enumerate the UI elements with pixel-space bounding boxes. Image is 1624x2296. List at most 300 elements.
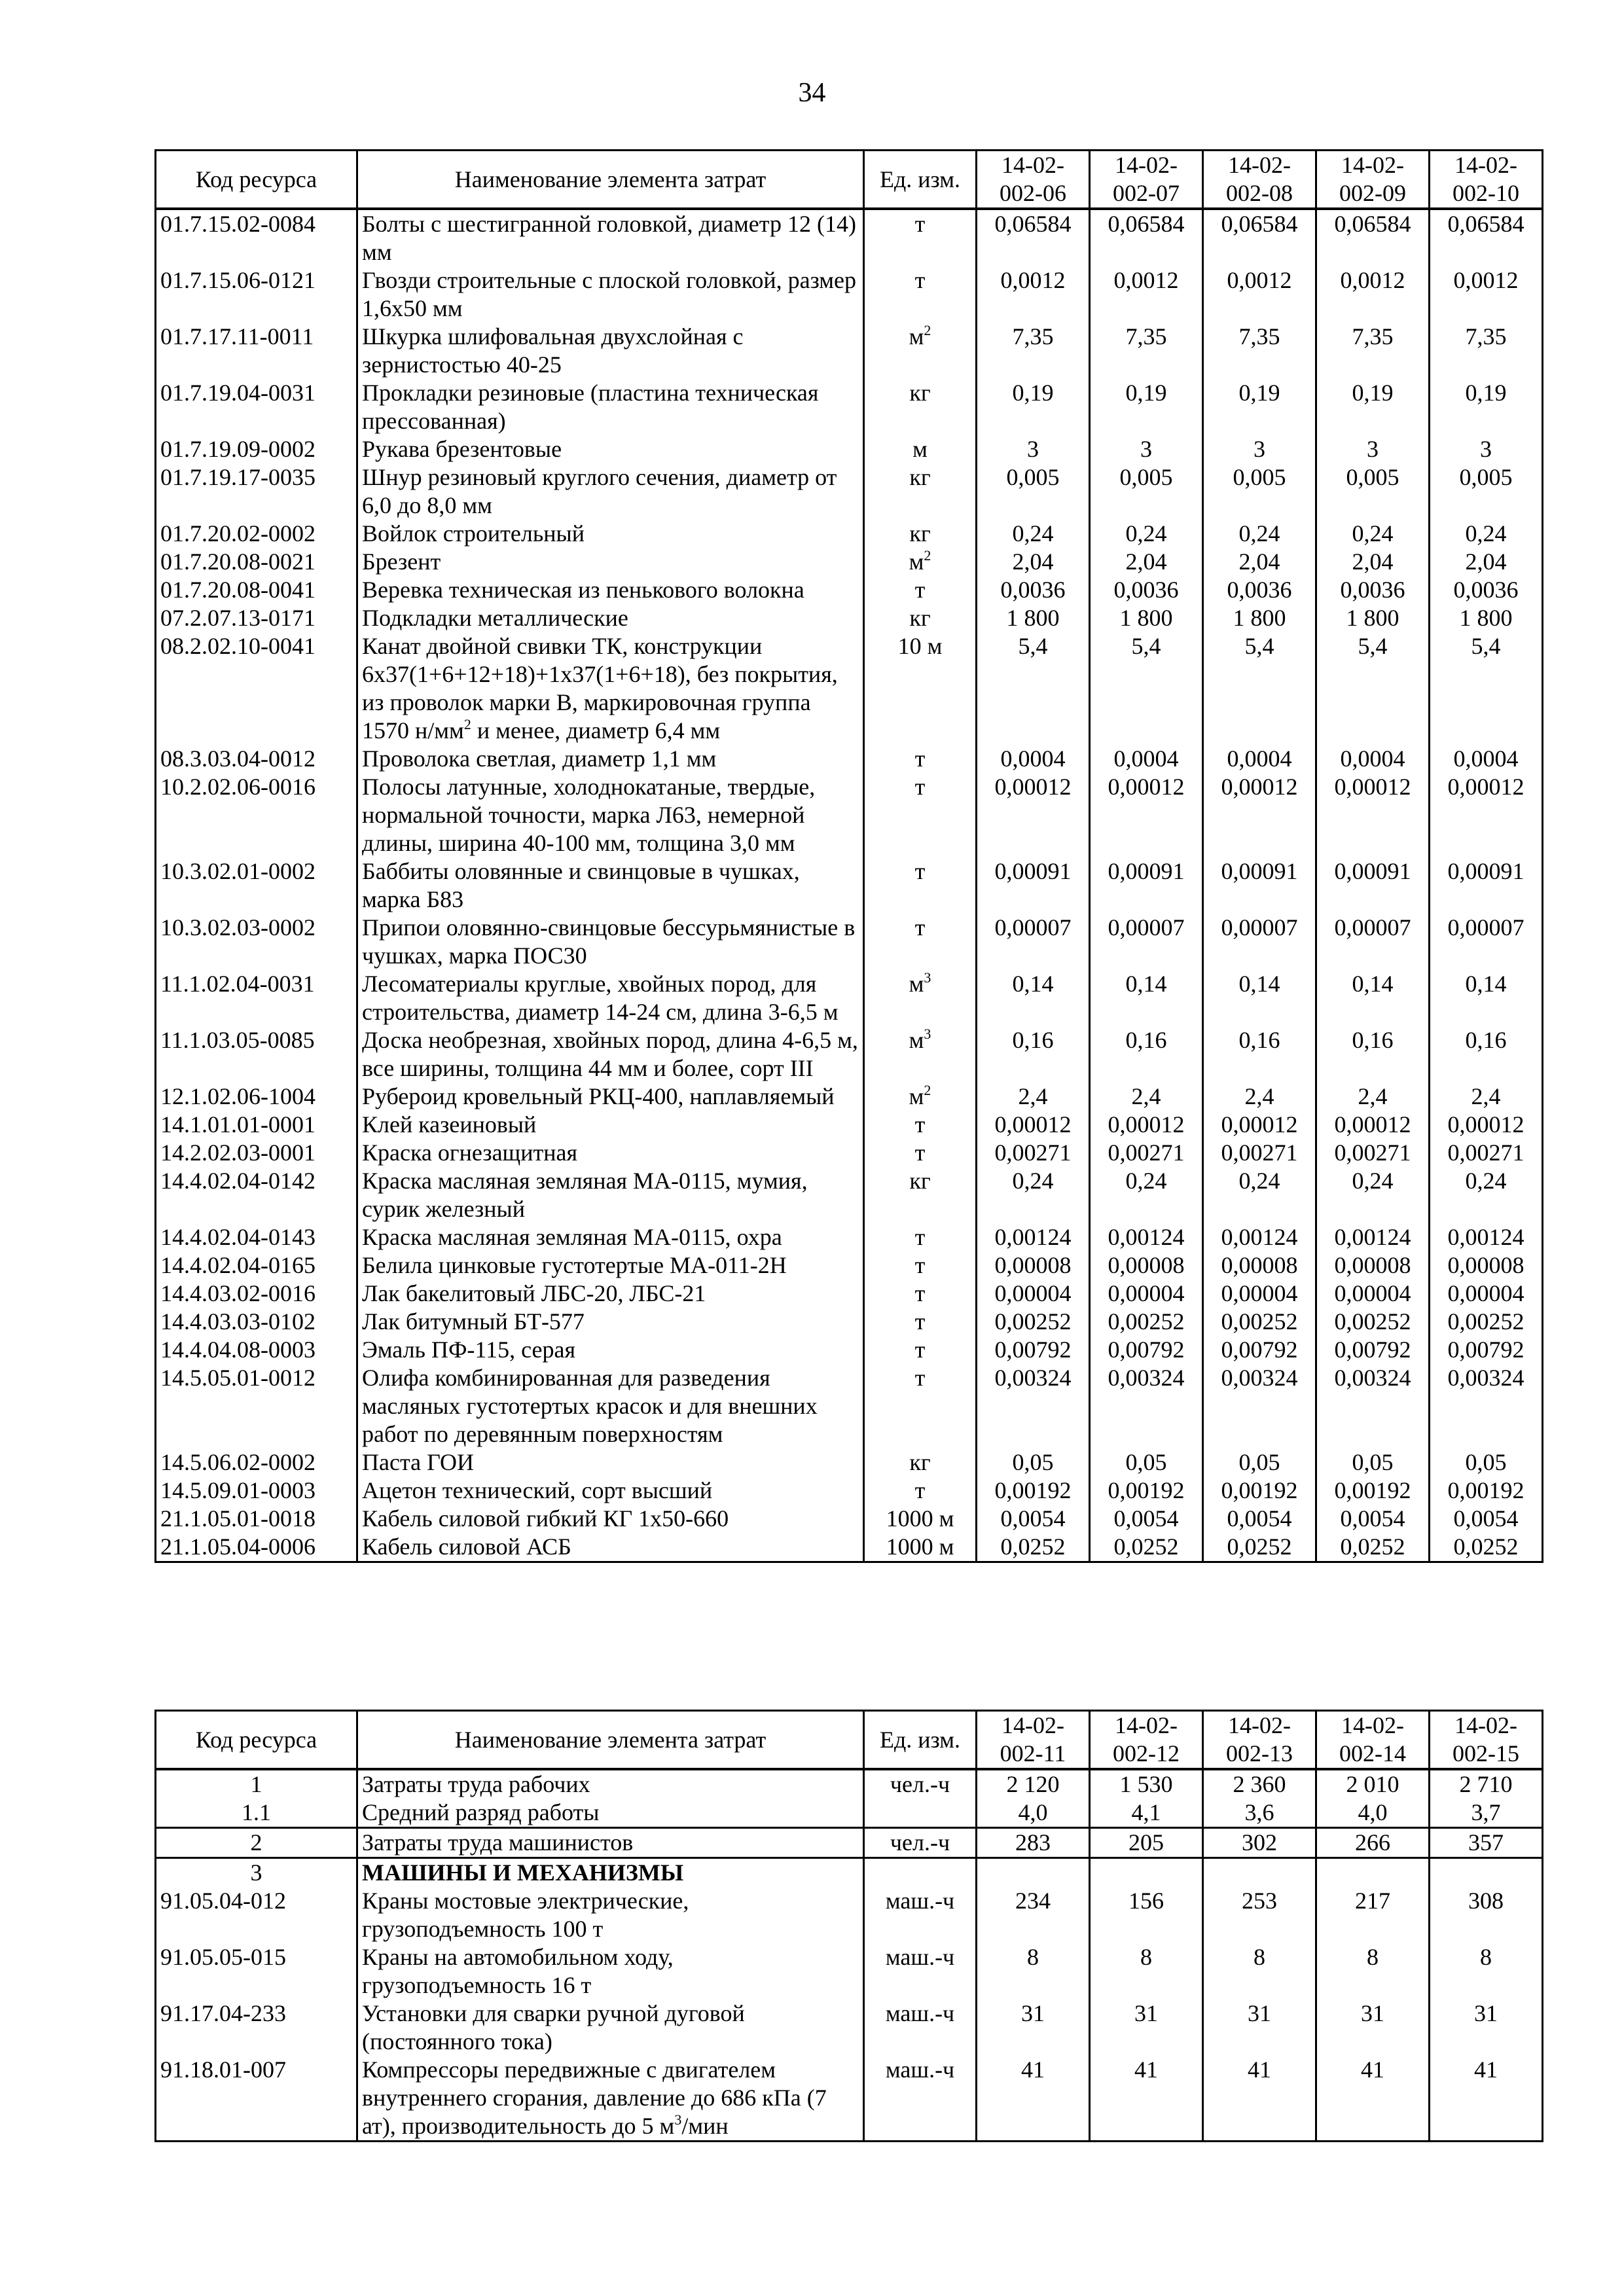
resource-value: 3 [977, 435, 1090, 463]
resource-value: 156 [1090, 1887, 1203, 1943]
resource-value: 0,00091 [1430, 857, 1543, 914]
resource-value: 234 [977, 1887, 1090, 1943]
resource-code: 14.4.03.03-0102 [156, 1308, 357, 1336]
resource-name: Баббиты оловянные и свинцовые в чушках, марка Б83 [357, 857, 864, 914]
resource-value: 41 [1316, 2056, 1430, 2142]
resource-code: 21.1.05.04-0006 [156, 1533, 357, 1562]
resource-value: 1 530 [1090, 1769, 1203, 1799]
resource-unit: чел.-ч [864, 1769, 977, 1799]
resource-value: 8 [977, 1943, 1090, 2000]
table-row [156, 520, 1543, 548]
resource-unit: маш.-ч [864, 2056, 977, 2142]
resource-value: 0,00192 [1316, 1477, 1430, 1505]
resource-value: 0,05 [1090, 1448, 1203, 1477]
resource-value: 4,0 [1316, 1799, 1430, 1828]
resource-value [1316, 1858, 1430, 1888]
resource-value: 0,0054 [1316, 1505, 1430, 1533]
resource-value: 3 [1430, 435, 1543, 463]
resource-value: 1 800 [1203, 604, 1316, 632]
header-code: Код ресурса [156, 151, 357, 209]
resource-code: 08.2.02.10-0041 [156, 632, 357, 745]
resource-unit: т [864, 773, 977, 857]
resource-value: 0,0054 [1090, 1505, 1203, 1533]
resource-name: МАШИНЫ И МЕХАНИЗМЫ [357, 1858, 864, 1888]
resource-unit: т [864, 1308, 977, 1336]
resource-value: 0,00192 [977, 1477, 1090, 1505]
resource-value: 0,0004 [1090, 745, 1203, 773]
resource-unit: т [864, 576, 977, 604]
resource-value: 0,00271 [1316, 1139, 1430, 1167]
resource-unit: т [864, 857, 977, 914]
resource-unit: м [864, 435, 977, 463]
resource-name: Клей казеиновый [357, 1111, 864, 1139]
resource-name: Эмаль ПФ-115, серая [357, 1336, 864, 1364]
resource-value: 0,0252 [1316, 1533, 1430, 1562]
resource-value: 0,00012 [1430, 1111, 1543, 1139]
resource-value: 7,35 [977, 323, 1090, 379]
table-row [156, 1887, 1543, 1943]
resource-unit: т [864, 1223, 977, 1251]
resource-value: 0,16 [1090, 1026, 1203, 1083]
resource-value: 253 [1203, 1887, 1316, 1943]
resource-value: 0,00252 [1090, 1308, 1203, 1336]
resource-code: 91.05.04-012 [156, 1887, 357, 1943]
resource-value [1430, 1858, 1543, 1888]
resource-value: 0,19 [1316, 379, 1430, 435]
resource-value: 8 [1430, 1943, 1543, 2000]
resource-value [1203, 1858, 1316, 1888]
resource-name: Ацетон технический, сорт высший [357, 1477, 864, 1505]
resource-value: 41 [1430, 2056, 1543, 2142]
resource-unit: т [864, 1251, 977, 1280]
resource-unit: кг [864, 1448, 977, 1477]
resource-value: 0,00007 [1430, 914, 1543, 970]
resource-value: 0,00124 [1090, 1223, 1203, 1251]
resource-name: Краны на автомобильном ходу, грузоподъемность 16 т [357, 1943, 864, 2000]
resource-value: 0,00324 [977, 1364, 1090, 1448]
resource-value: 0,0004 [1430, 745, 1543, 773]
resource-name: Брезент [357, 548, 864, 576]
resource-value: 0,00124 [1430, 1223, 1543, 1251]
table-row [156, 209, 1543, 266]
resource-value: 0,00012 [1430, 773, 1543, 857]
resource-value: 0,00252 [1430, 1308, 1543, 1336]
resource-value: 0,00324 [1203, 1364, 1316, 1448]
resource-value: 0,00004 [1430, 1280, 1543, 1308]
table-row [156, 632, 1543, 745]
resource-value: 0,00271 [1430, 1139, 1543, 1167]
resource-unit: т [864, 1336, 977, 1364]
resource-value: 31 [1090, 2000, 1203, 2056]
resource-value: 0,00124 [1203, 1223, 1316, 1251]
resource-value: 0,00008 [1430, 1251, 1543, 1280]
table-row [156, 323, 1543, 379]
resource-code: 10.3.02.03-0002 [156, 914, 357, 970]
resource-name: Болты с шестигранной головкой, диаметр 12 (14) мм [357, 209, 864, 266]
resource-value: 2,04 [1430, 548, 1543, 576]
table-row [156, 1223, 1543, 1251]
resource-name: Полосы латунные, холоднокатаные, твердые, нормальной точности, марка Л63, немерной длины, ширина 40-100 мм, толщина 3,0 мм [357, 773, 864, 857]
table-row [156, 970, 1543, 1026]
resource-value: 0,0004 [1203, 745, 1316, 773]
resource-name: Подкладки металлические [357, 604, 864, 632]
resource-value: 2,4 [1430, 1083, 1543, 1111]
resource-value: 0,00012 [977, 773, 1090, 857]
table-row [156, 1448, 1543, 1477]
resource-value: 3,6 [1203, 1799, 1316, 1828]
resource-code: 14.5.05.01-0012 [156, 1364, 357, 1448]
resource-value: 0,0036 [977, 576, 1090, 604]
resource-value: 0,005 [1203, 463, 1316, 520]
resource-value: 283 [977, 1828, 1090, 1858]
resource-value: 2,4 [1203, 1083, 1316, 1111]
resource-value: 2,04 [1090, 548, 1203, 576]
resource-value: 0,14 [1430, 970, 1543, 1026]
table-row [156, 1364, 1543, 1448]
resource-value: 0,0012 [1430, 266, 1543, 323]
resource-value: 0,00792 [977, 1336, 1090, 1364]
resource-value: 0,14 [1316, 970, 1430, 1026]
resource-value: 0,00252 [1203, 1308, 1316, 1336]
table-row [156, 1943, 1543, 2000]
resource-name: Рубероид кровельный РКЦ-400, наплавляемый [357, 1083, 864, 1111]
resource-value: 8 [1316, 1943, 1430, 2000]
resource-value: 0,24 [977, 1167, 1090, 1223]
resource-value: 0,00004 [1203, 1280, 1316, 1308]
resource-value: 0,19 [977, 379, 1090, 435]
resource-value: 302 [1203, 1828, 1316, 1858]
resource-value: 0,06584 [1430, 209, 1543, 266]
resource-name: Средний разряд работы [357, 1799, 864, 1828]
resource-value: 0,00792 [1316, 1336, 1430, 1364]
header-unit: Ед. изм. [864, 151, 977, 209]
resource-unit: $м^2$ [864, 1083, 977, 1111]
resource-value: 0,00012 [1203, 773, 1316, 857]
resource-value: 31 [1430, 2000, 1543, 2056]
resource-unit: т [864, 745, 977, 773]
table-row [156, 604, 1543, 632]
resource-value: 8 [1203, 1943, 1316, 2000]
resource-value: 0,05 [1203, 1448, 1316, 1477]
resource-value: 0,00271 [1090, 1139, 1203, 1167]
resource-unit: $м^2$ [864, 548, 977, 576]
resource-code: 91.05.05-015 [156, 1943, 357, 2000]
resource-value: 0,00192 [1203, 1477, 1316, 1505]
resource-unit: $м^3$ [864, 1026, 977, 1083]
header-name: Наименование элемента затрат [357, 151, 864, 209]
resource-unit: $м^3$ [864, 970, 977, 1026]
resource-value: 0,0036 [1316, 576, 1430, 604]
resource-name: Краска огнезащитная [357, 1139, 864, 1167]
resource-value: 0,19 [1430, 379, 1543, 435]
resource-table-materials [154, 149, 1543, 1563]
resource-value: 0,00007 [1316, 914, 1430, 970]
resource-value: 7,35 [1316, 323, 1430, 379]
resource-code: 08.3.03.04-0012 [156, 745, 357, 773]
table-row [156, 1083, 1543, 1111]
resource-code: 1.1 [156, 1799, 357, 1828]
resource-value: 0,00792 [1430, 1336, 1543, 1364]
table-row [156, 1799, 1543, 1828]
resource-unit: т [864, 1139, 977, 1167]
resource-code: 3 [156, 1858, 357, 1888]
table-row [156, 1533, 1543, 1562]
resource-value: 0,16 [977, 1026, 1090, 1083]
resource-value: 2 360 [1203, 1769, 1316, 1799]
resource-name: Канат двойной свивки ТК, конструкции 6х37(1+6+12+18)+1х37(1+6+18), без покрытия, из проволок марки В, маркировочная группа 1570 $н/мм^2$ и менее, диаметр 6,4 мм [357, 632, 864, 745]
resource-unit: т [864, 209, 977, 266]
resource-value: 217 [1316, 1887, 1430, 1943]
resource-unit: т [864, 1111, 977, 1139]
resource-code: 01.7.15.02-0084 [156, 209, 357, 266]
resource-code: 1 [156, 1769, 357, 1799]
resource-code: 14.4.03.02-0016 [156, 1280, 357, 1308]
resource-code: 14.4.02.04-0165 [156, 1251, 357, 1280]
resource-value: 0,16 [1316, 1026, 1430, 1083]
resource-value: 0,00008 [1316, 1251, 1430, 1280]
resource-code: 2 [156, 1828, 357, 1858]
page-number: 34 [798, 78, 826, 108]
resource-name: Доска необрезная, хвойных пород, длина 4-6,5 м, все ширины, толщина 44 мм и более, сорт III [357, 1026, 864, 1083]
resource-value: 0,005 [1316, 463, 1430, 520]
resource-value: 0,00012 [1090, 773, 1203, 857]
resource-value: 2,4 [1316, 1083, 1430, 1111]
resource-value: 31 [977, 2000, 1090, 2056]
table-row [156, 463, 1543, 520]
resource-value: 0,005 [1090, 463, 1203, 520]
resource-code: 14.4.02.04-0142 [156, 1167, 357, 1223]
resource-value: 0,005 [1430, 463, 1543, 520]
table-header-row [156, 151, 1543, 209]
resource-value: 0,0252 [1090, 1533, 1203, 1562]
resource-value: 0,00192 [1430, 1477, 1543, 1505]
resource-value: 0,24 [977, 520, 1090, 548]
header-col: 14-02-002-12 [1090, 1711, 1203, 1770]
table-row [156, 2056, 1543, 2142]
resource-value: 2,04 [1316, 548, 1430, 576]
resource-name: Проволока светлая, диаметр 1,1 мм [357, 745, 864, 773]
resource-value: 0,0054 [977, 1505, 1090, 1533]
resource-value: 0,0012 [1316, 266, 1430, 323]
resource-unit: 1000 м [864, 1505, 977, 1533]
resource-value: 0,16 [1430, 1026, 1543, 1083]
resource-value: 0,00012 [1316, 1111, 1430, 1139]
header-col: 14-02-002-08 [1203, 151, 1316, 209]
resource-unit: маш.-ч [864, 1887, 977, 1943]
resource-value: 1 800 [1316, 604, 1430, 632]
resource-name: Лак бакелитовый ЛБС-20, ЛБС-21 [357, 1280, 864, 1308]
resource-code: 01.7.15.06-0121 [156, 266, 357, 323]
resource-name: Лак битумный БТ-577 [357, 1308, 864, 1336]
resource-value: 0,06584 [977, 209, 1090, 266]
resource-value: 0,24 [1430, 520, 1543, 548]
table-row [156, 773, 1543, 857]
resource-value: 0,00012 [1090, 1111, 1203, 1139]
resource-value: 1 800 [1090, 604, 1203, 632]
resource-value: 308 [1430, 1887, 1543, 1943]
resource-value: 5,4 [1090, 632, 1203, 745]
resource-unit: т [864, 1477, 977, 1505]
resource-value: 0,005 [977, 463, 1090, 520]
resource-code: 10.3.02.01-0002 [156, 857, 357, 914]
resource-name: Войлок строительный [357, 520, 864, 548]
resource-value: 0,0012 [1090, 266, 1203, 323]
header-col: 14-02-002-14 [1316, 1711, 1430, 1770]
resource-value: 0,0252 [1430, 1533, 1543, 1562]
resource-value: 0,00007 [1090, 914, 1203, 970]
resource-value: 0,00008 [977, 1251, 1090, 1280]
resource-name: Гвозди строительные с плоской головкой, размер 1,6х50 мм [357, 266, 864, 323]
table-row [156, 548, 1543, 576]
header-col: 14-02-002-07 [1090, 151, 1203, 209]
table-row [156, 1167, 1543, 1223]
table-row [156, 1477, 1543, 1505]
resource-value: 0,14 [977, 970, 1090, 1026]
resource-value [1090, 1858, 1203, 1888]
resource-value: 0,00324 [1090, 1364, 1203, 1448]
resource-unit: т [864, 266, 977, 323]
resource-unit: маш.-ч [864, 1943, 977, 2000]
resource-value: 5,4 [1203, 632, 1316, 745]
resource-value: 0,0004 [1316, 745, 1430, 773]
resource-value: 0,06584 [1203, 209, 1316, 266]
resource-name: Компрессоры передвижные с двигателем внутреннего сгорания, давление до 686 кПа (7 ат), производительность до 5 $м^3$/мин [357, 2056, 864, 2142]
resource-value: 0,00012 [977, 1111, 1090, 1139]
resource-value: 0,0252 [1203, 1533, 1316, 1562]
resource-value: 0,00007 [977, 914, 1090, 970]
resource-value: 41 [1203, 2056, 1316, 2142]
table-row [156, 435, 1543, 463]
resource-code: 14.2.02.03-0001 [156, 1139, 357, 1167]
resource-value: 0,06584 [1090, 209, 1203, 266]
resource-code: 14.5.09.01-0003 [156, 1477, 357, 1505]
resource-value: 31 [1203, 2000, 1316, 2056]
table-row [156, 857, 1543, 914]
resource-value: 0,0252 [977, 1533, 1090, 1562]
resource-value: 2,4 [977, 1083, 1090, 1111]
resource-value: 0,00007 [1203, 914, 1316, 970]
resource-value: 41 [977, 2056, 1090, 2142]
resource-value: 0,19 [1203, 379, 1316, 435]
resource-value: 3 [1203, 435, 1316, 463]
resource-code: 91.18.01-007 [156, 2056, 357, 2142]
resource-value: 0,00091 [1203, 857, 1316, 914]
resource-value: 266 [1316, 1828, 1430, 1858]
resource-code: 14.1.01.01-0001 [156, 1111, 357, 1139]
resource-name: Затраты труда рабочих [357, 1769, 864, 1799]
table-row [156, 1026, 1543, 1083]
resource-code: 11.1.02.04-0031 [156, 970, 357, 1026]
resource-value: 0,0054 [1430, 1505, 1543, 1533]
resource-name: Краны мостовые электрические, грузоподъемность 100 т [357, 1887, 864, 1943]
resource-code: 10.2.02.06-0016 [156, 773, 357, 857]
resource-value: 0,00271 [1203, 1139, 1316, 1167]
resource-value: 0,00004 [1316, 1280, 1430, 1308]
resource-value: 0,00324 [1430, 1364, 1543, 1448]
resource-value: 0,00004 [1090, 1280, 1203, 1308]
resource-value: 5,4 [977, 632, 1090, 745]
header-col: 14-02-002-06 [977, 151, 1090, 209]
table-row [156, 1139, 1543, 1167]
resource-unit [864, 1799, 977, 1828]
table-row [156, 1280, 1543, 1308]
resource-value: 0,00271 [977, 1139, 1090, 1167]
resource-value: 5,4 [1430, 632, 1543, 745]
resource-name: Шкурка шлифовальная двухслойная с зернистостью 40-25 [357, 323, 864, 379]
header-col: 14-02-002-11 [977, 1711, 1090, 1770]
resource-code: 01.7.20.08-0041 [156, 576, 357, 604]
resource-value: 0,00091 [1316, 857, 1430, 914]
resource-value: 0,24 [1316, 1167, 1430, 1223]
table-row [156, 1111, 1543, 1139]
resource-value: 0,24 [1090, 1167, 1203, 1223]
table-row [156, 2000, 1543, 2056]
resource-value: 2,04 [977, 548, 1090, 576]
resource-value: 2 710 [1430, 1769, 1543, 1799]
resource-unit: кг [864, 604, 977, 632]
resource-value: 0,19 [1090, 379, 1203, 435]
table-row [156, 576, 1543, 604]
resource-name: Краска масляная земляная МА-0115, мумия, сурик железный [357, 1167, 864, 1223]
resource-value: 357 [1430, 1828, 1543, 1858]
resource-value: 0,05 [1430, 1448, 1543, 1477]
table-row [156, 1308, 1543, 1336]
table-row [156, 266, 1543, 323]
resource-unit: т [864, 914, 977, 970]
resource-code: 14.4.02.04-0143 [156, 1223, 357, 1251]
header-col: 14-02-002-09 [1316, 151, 1430, 209]
resource-name: Затраты труда машинистов [357, 1828, 864, 1858]
resource-value: 0,0036 [1430, 576, 1543, 604]
resource-value: 0,00004 [977, 1280, 1090, 1308]
resource-name: Олифа комбинированная для разведения масляных густотертых красок и для внешних работ по деревянным поверхностям [357, 1364, 864, 1448]
resource-code: 12.1.02.06-1004 [156, 1083, 357, 1111]
header-unit: Ед. изм. [864, 1711, 977, 1770]
resource-value: 0,00012 [1203, 1111, 1316, 1139]
header-code: Код ресурса [156, 1711, 357, 1770]
resource-name: Паста ГОИ [357, 1448, 864, 1477]
resource-value: 0,00012 [1316, 773, 1430, 857]
resource-name: Кабель силовой гибкий КГ 1х50-660 [357, 1505, 864, 1533]
resource-value: 2,4 [1090, 1083, 1203, 1111]
resource-value: 4,1 [1090, 1799, 1203, 1828]
resource-unit: кг [864, 1167, 977, 1223]
resource-unit: кг [864, 520, 977, 548]
table-header-row [156, 1711, 1543, 1770]
table-row [156, 1505, 1543, 1533]
resource-value: 0,0036 [1203, 576, 1316, 604]
resource-value: 0,00252 [1316, 1308, 1430, 1336]
resource-value: 4,0 [977, 1799, 1090, 1828]
resource-name: Прокладки резиновые (пластина техническая прессованная) [357, 379, 864, 435]
resource-code: 14.5.06.02-0002 [156, 1448, 357, 1477]
resource-name: Веревка техническая из пенькового волокна [357, 576, 864, 604]
resource-code: 01.7.19.04-0031 [156, 379, 357, 435]
resource-code: 01.7.19.09-0002 [156, 435, 357, 463]
resource-value: 0,00252 [977, 1308, 1090, 1336]
resource-value: 1 800 [977, 604, 1090, 632]
resource-value: 0,00792 [1203, 1336, 1316, 1364]
table-row [156, 1336, 1543, 1364]
resource-code: 01.7.20.08-0021 [156, 548, 357, 576]
resource-value [977, 1858, 1090, 1888]
resource-value: 0,06584 [1316, 209, 1430, 266]
resource-value: 7,35 [1090, 323, 1203, 379]
resource-value: 0,14 [1090, 970, 1203, 1026]
resource-value: 31 [1316, 2000, 1430, 2056]
resource-code: 21.1.05.01-0018 [156, 1505, 357, 1533]
resource-unit: кг [864, 379, 977, 435]
